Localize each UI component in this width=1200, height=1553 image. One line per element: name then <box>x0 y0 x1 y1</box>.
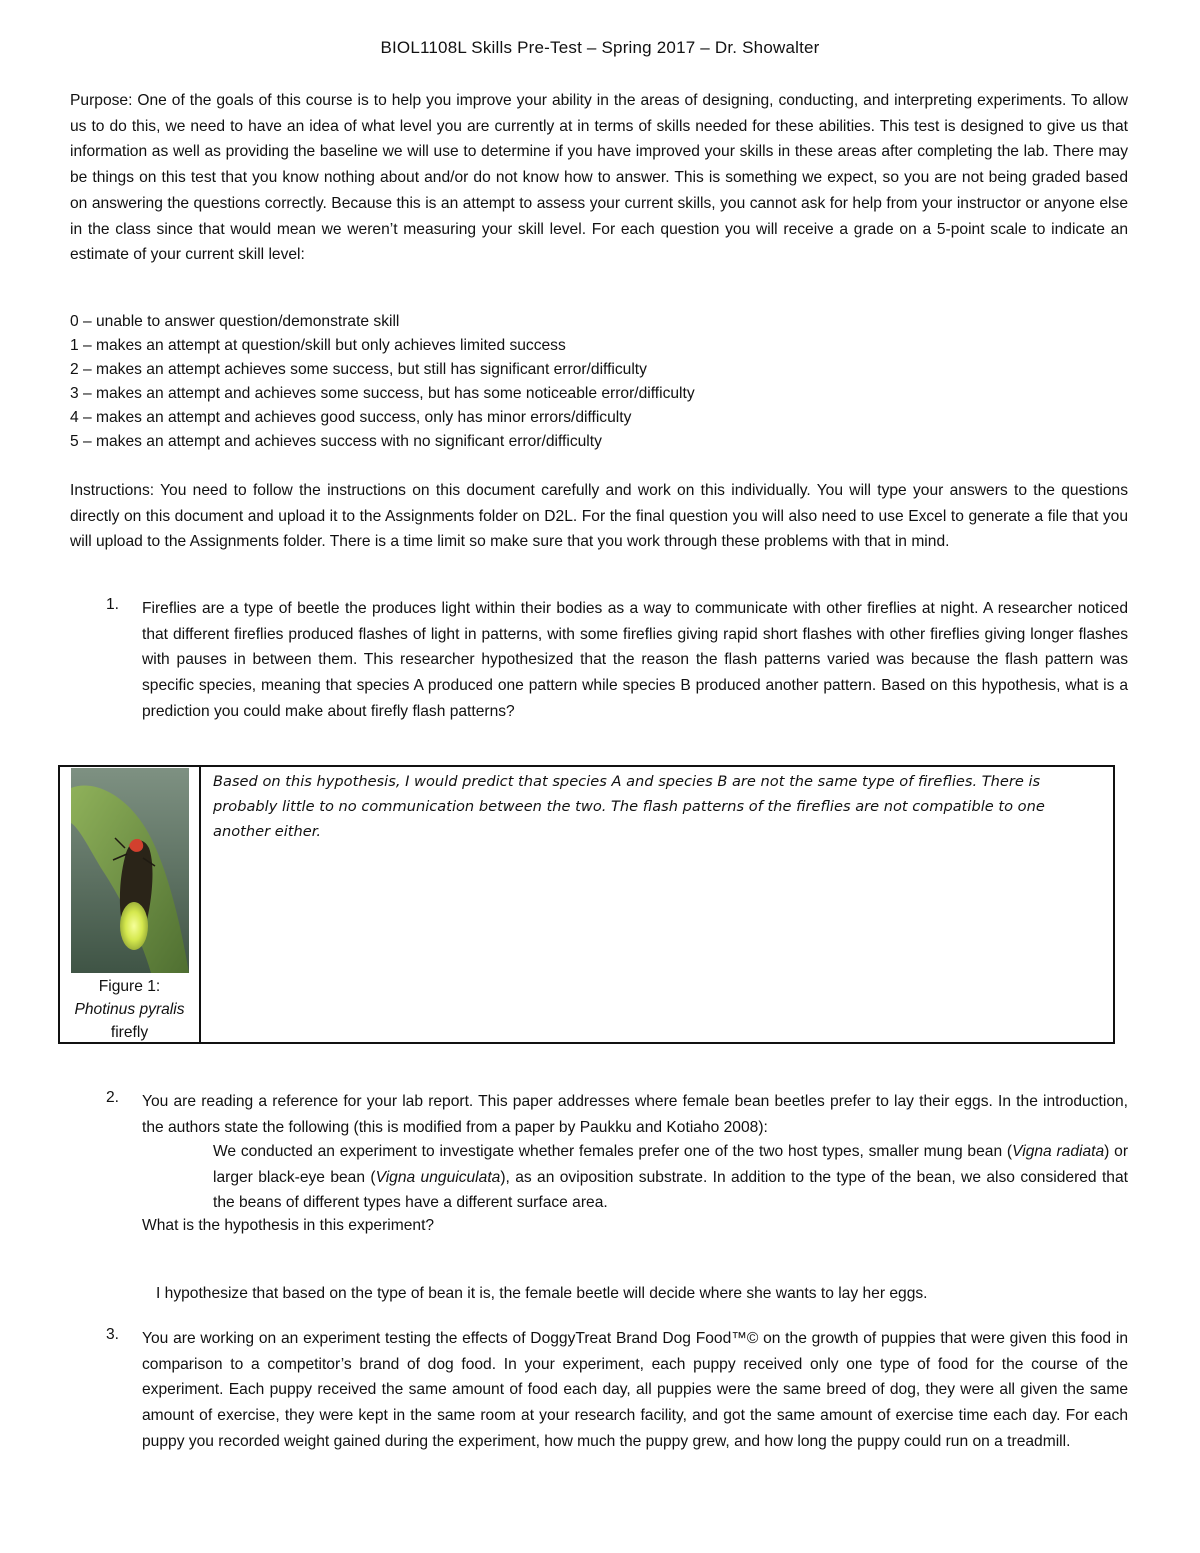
question-number: 3. <box>106 1326 120 1343</box>
question-1-text: Fireflies are a type of beetle the produces light within their bodies as a way to communicate with other fireflies at night. A researcher noticed that different fireflies produced flashes of light in patterns, with some fireflies giving rapid short flashes with other fireflies giving longer flashes with pauses in between them. This researcher hypothesized that the reason the flash patterns varied was because the flash pattern was specific species, meaning that species A produced one pattern while species B produced another pattern. Based on this hypothesis, what is a prediction you could make about firefly flash patterns? <box>142 600 1128 720</box>
scale-item: 5 – makes an attempt and achieves success with no significant error/difficulty <box>70 433 602 450</box>
answer-table <box>58 765 1115 1044</box>
quoted-passage <box>213 1139 1128 1216</box>
firefly-photo <box>71 768 189 973</box>
answer-1-cell[interactable] <box>201 767 1113 1042</box>
question-2-prompt: What is the hypothesis in this experiment? <box>142 1217 435 1234</box>
scale-item: 3 – makes an attempt and achieves some success, but has some noticeable error/difficulty <box>70 385 695 402</box>
quote-part: ) or larger black-eye bean ( <box>213 1143 1129 1186</box>
scale-item: 2 – makes an attempt achieves some success, but still has significant error/difficulty <box>70 361 647 378</box>
purpose-paragraph: Purpose: One of the goals of this course is to help you improve your ability in the areas of designing, conducting, and interpreting experiments. To allow us to do this, we need to have an idea of what level you are currently at in terms of skills needed for these abilities. This test is designed to give us that information as well as providing the baseline we will use to determine if you have improved your skills in these areas after completing the lab. There may be things on this test that you know nothing about and/or do not know how to answer. This is something we expect, so you are not being graded based on answering the questions correctly. Because this is an attempt to assess your current skills, you cannot ask for help from your instructor or anyone else in the class since that would mean we weren’t measuring your skill level. For each question you will receive a grade on a 5-point scale to indicate an estimate of your current skill level: <box>70 92 1128 264</box>
question-2-text: You are reading a reference for your lab report. This paper addresses where female bean beetles prefer to lay their eggs. In the introduction, the authors state the following (this is modified from a paper by Paukku and Kotiaho 2008): <box>142 1093 1128 1136</box>
figure-label: Figure 1: <box>98 978 161 995</box>
quote-part: ), as an oviposition substrate. In addition to the type of the bean, we also considered that the beans of different types have a different surface area. <box>213 1168 1128 1212</box>
instructions-paragraph: Instructions: You need to follow the instructions on this document carefully and work on this individually. You will type your answers to the questions directly on this document and upload it to the Assignments folder on D2L. For the final question you will also need to use Excel to generate a file that you will upload to the Assignments folder. There is a time limit so make sure that you work through these problems with that in mind. <box>70 482 1128 551</box>
scale-item: 1 – makes an attempt at question/skill but only achieves limited success <box>70 337 566 354</box>
figure-suffix: firefly <box>110 1024 149 1041</box>
document-title: BIOL1108L Skills Pre-Test – Spring 2017 – Dr. Showalter <box>380 38 820 57</box>
figure-cell <box>60 767 201 1042</box>
figure-caption <box>60 975 199 1044</box>
figure-species: Photinus pyralis <box>74 1001 185 1018</box>
question-number: 1. <box>106 596 120 613</box>
species-name: Vigna unguiculata <box>375 1168 501 1186</box>
answer-2-text[interactable]: I hypothesize that based on the type of bean it is, the female beetle will decide where she wants to lay her eggs. <box>156 1285 928 1302</box>
scale-item: 4 – makes an attempt and achieves good success, only has minor errors/difficulty <box>70 409 632 426</box>
scale-item: 0 – unable to answer question/demonstrate skill <box>70 313 400 330</box>
grading-scale <box>70 310 970 454</box>
answer-1-text: Based on this hypothesis, I would predict that species A and species B are not the same type of fireflies. There is probably little to no communication between the two. The flash patterns of the fireflies are not compatible to one another either. <box>213 773 1045 840</box>
question-3-text: You are working on an experiment testing the effects of DoggyTreat Brand Dog Food™© on the growth of puppies that were given this food in comparison to a competitor’s brand of dog food. In your experiment, each puppy received only one type of food for the course of the experiment. Each puppy received the same amount of food each day, all puppies were the same breed of dog, they were all given the same amount of exercise, they were kept in the same room at your research facility, and got the same amount of exercise time each day. For each puppy you recorded weight gained during the experiment, how much the puppy grew, and how long the puppy could run on a treadmill. <box>142 1330 1128 1450</box>
species-name: Vigna radiata <box>1012 1143 1105 1160</box>
quote-part: We conducted an experiment to investigate whether females prefer one of the two host types, smaller mung bean ( <box>213 1143 1013 1160</box>
question-number: 2. <box>106 1089 120 1106</box>
